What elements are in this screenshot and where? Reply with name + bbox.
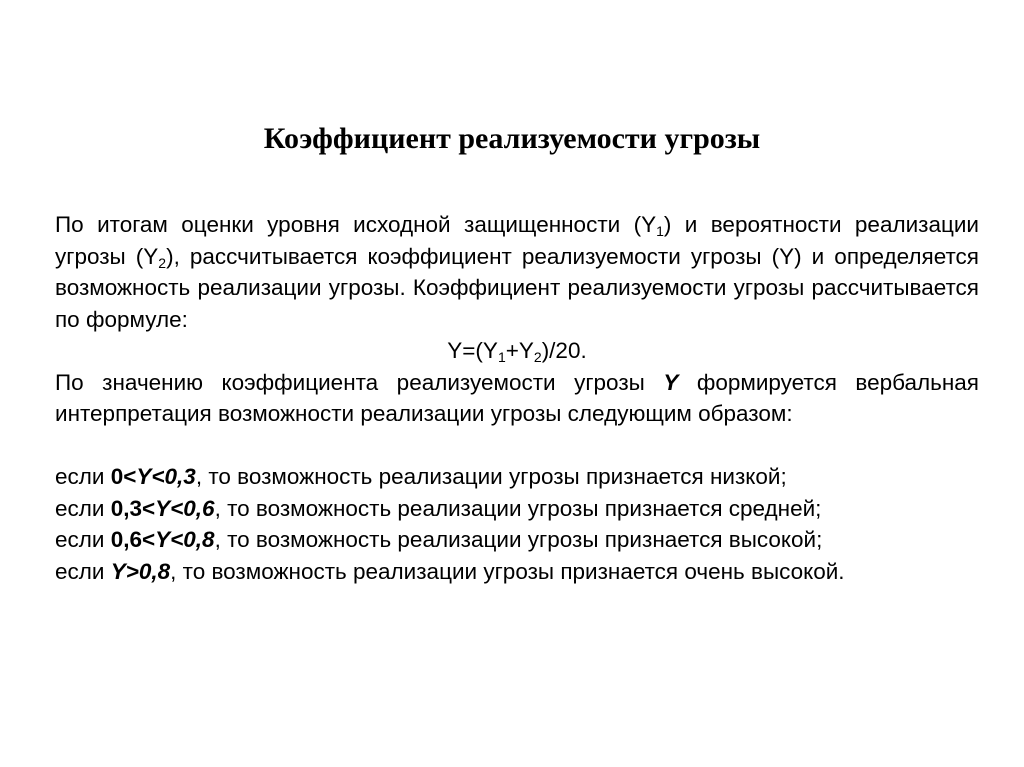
conditions-list xyxy=(55,461,979,587)
condition-less-than: < xyxy=(142,527,156,552)
condition-low xyxy=(55,461,979,493)
formula xyxy=(55,335,979,367)
condition-high xyxy=(55,524,979,556)
interpretation-text-part-1: По значению коэффициента реализуемости угрозы xyxy=(55,369,664,395)
condition-prefix: если xyxy=(55,558,111,584)
condition-medium xyxy=(55,493,979,525)
condition-text: , то возможность реализации угрозы признается очень высокой. xyxy=(170,558,845,584)
slide-body xyxy=(55,209,979,587)
formula-subscript-1: 1 xyxy=(497,349,506,365)
intro-text-part-2: ) и вероятности реализации угрозы (Y xyxy=(55,212,980,269)
condition-variable: Y xyxy=(155,527,171,552)
condition-lower-bound: 0,3 xyxy=(110,495,142,521)
condition-very-high xyxy=(55,556,979,588)
condition-text: , то возможность реализации угрозы признается средней; xyxy=(214,495,822,521)
condition-lower-bound: 0 xyxy=(110,464,124,489)
condition-prefix: если xyxy=(55,527,111,552)
condition-upper-bound: <0,3 xyxy=(151,464,196,489)
condition-variable: Y xyxy=(155,495,171,521)
intro-text-part-3: ), рассчитывается коэффициент реализуемости угрозы (Y) и определяется возможность реализации угрозы. Коэффициент реализуемости угрозы рассчитывается по формуле: xyxy=(55,243,979,332)
interpretation-paragraph xyxy=(55,367,979,430)
condition-text: , то возможность реализации угрозы признается высокой; xyxy=(214,527,823,552)
formula-part-3: )/20. xyxy=(541,338,587,363)
condition-less-than: < xyxy=(123,464,137,489)
condition-prefix: если xyxy=(55,495,111,521)
condition-text: , то возможность реализации угрозы признается низкой; xyxy=(195,464,787,489)
condition-expression: Y>0,8 xyxy=(110,558,171,584)
condition-less-than: < xyxy=(142,495,156,521)
condition-upper-bound: <0,8 xyxy=(170,527,215,552)
condition-variable: Y xyxy=(136,464,152,489)
intro-subscript-1: 1 xyxy=(656,223,664,239)
condition-prefix: если xyxy=(55,464,111,489)
intro-paragraph xyxy=(55,209,979,335)
slide-title: Коэффициент реализуемости угрозы xyxy=(263,122,761,155)
paragraph-spacer xyxy=(55,430,979,462)
intro-subscript-2: 2 xyxy=(158,254,167,271)
interpretation-variable: Y xyxy=(663,369,679,395)
formula-part-2: +Y xyxy=(505,338,534,363)
intro-text-part-1: По итогам оценки уровня исходной защищенности (Y xyxy=(55,212,657,237)
condition-lower-bound: 0,6 xyxy=(110,527,142,552)
interpretation-text-part-2: формируется вербальная интерпретация возможности реализации угрозы следующим образом: xyxy=(55,369,979,426)
formula-subscript-2: 2 xyxy=(533,349,542,365)
condition-upper-bound: <0,6 xyxy=(170,495,215,521)
formula-part-1: Y=(Y xyxy=(447,338,498,363)
